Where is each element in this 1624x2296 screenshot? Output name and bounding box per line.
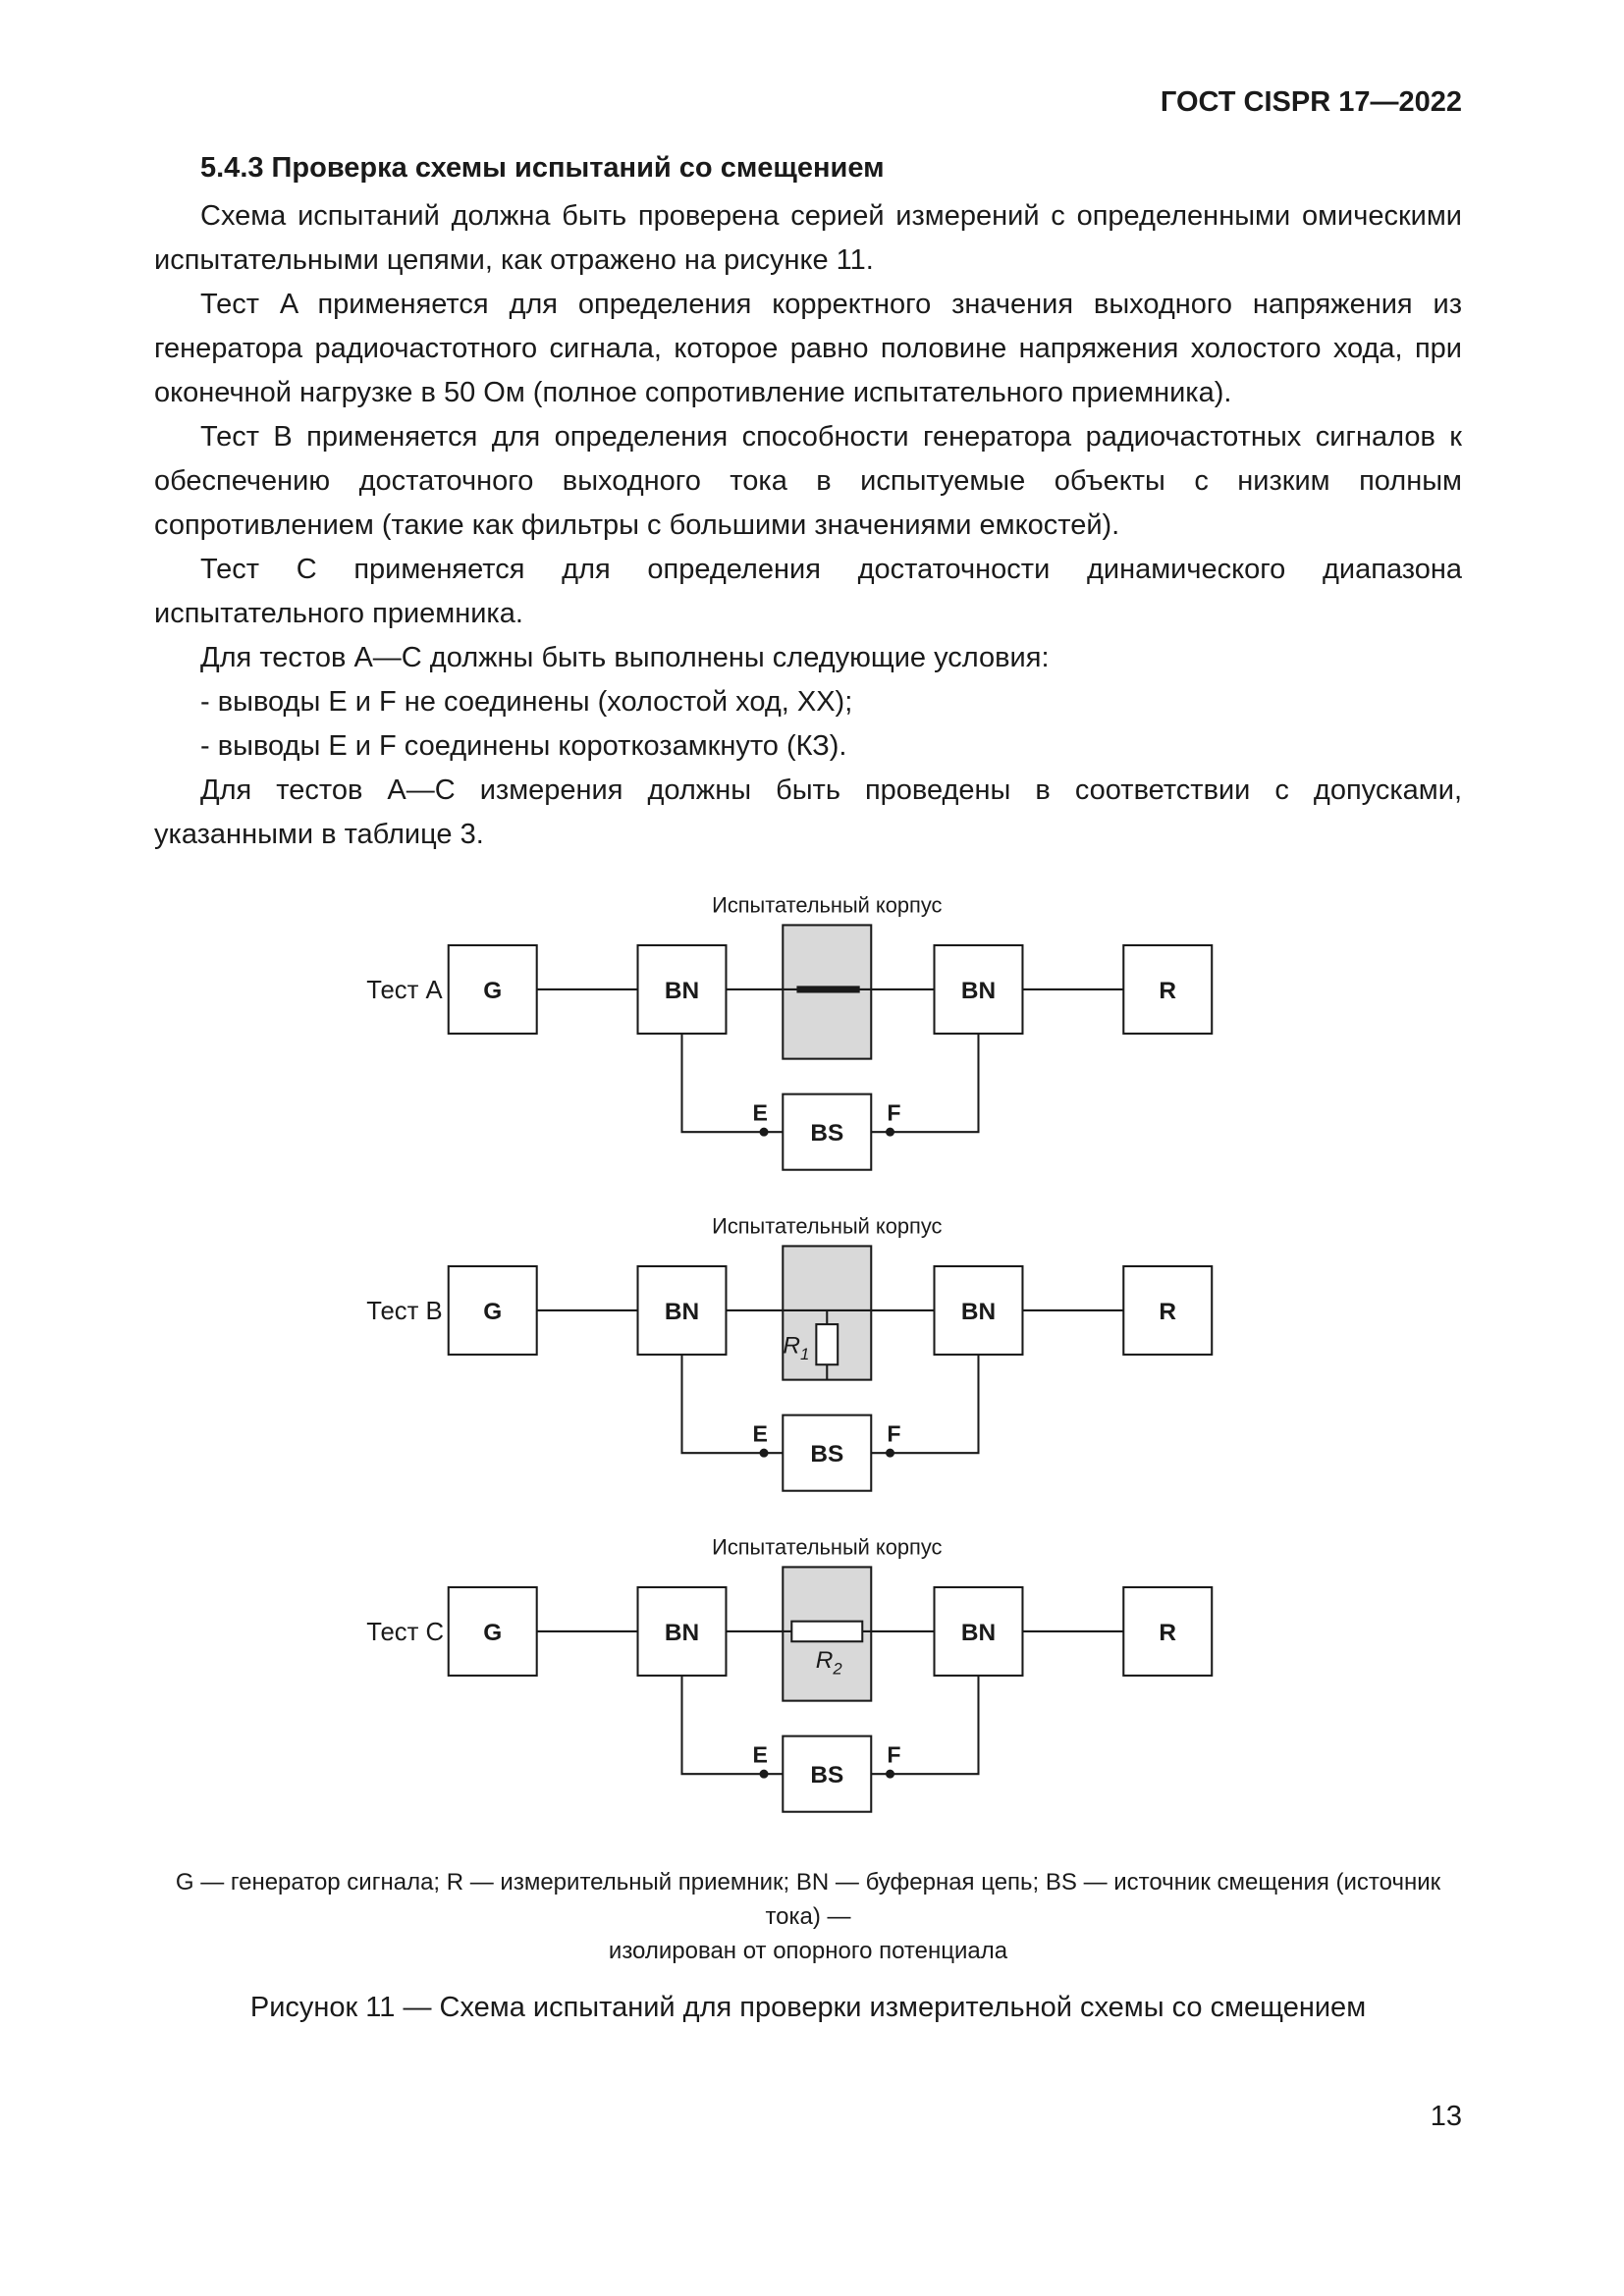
buffer-left-label: BN [664, 1298, 700, 1325]
receiver-label: R [1159, 1619, 1177, 1646]
test-c-diagram [366, 1534, 1250, 1822]
generator-label: G [483, 977, 503, 1004]
bias-source-label: BS [810, 1441, 844, 1468]
bias-source-label: BS [810, 1120, 844, 1148]
test-name: Тест B [366, 1297, 443, 1325]
generator-label: G [483, 1298, 503, 1325]
legend-line: изолирован от опорного потенциала [608, 1938, 1008, 1964]
figure-caption: Рисунок 11 — Схема испытаний для проверки измерительной схемы со смещением [249, 1992, 1367, 2023]
content [154, 152, 1462, 2024]
terminal-f-dot [886, 1770, 894, 1779]
buffer-right-label: BN [960, 1619, 997, 1646]
terminal-e-dot [760, 1128, 769, 1137]
terminal-e-dot [760, 1449, 769, 1458]
paragraph: Тест A применяется для определения корректного значения выходного напряжения из генератора радиочастотного сигнала, которое равно половине напряжения холостого хода, при оконечной нагрузке в 50 Ом (полное сопротивление испытательного приемника). [154, 289, 1462, 408]
legend-line: G — генератор сигнала; R — измерительный приемник; BN — буферная цепь; BS — источник смещения (источник тока) — [175, 1869, 1441, 1930]
test-name: Тест C [366, 1618, 445, 1646]
series-resistor-label: $R_2$ [815, 1647, 842, 1679]
figure-11 [154, 892, 1462, 2024]
buffer-right-label: BN [960, 1298, 997, 1325]
terminal-f-label: F [887, 1099, 901, 1126]
test-body-label: Испытательный корпус [712, 892, 943, 918]
test-name: Тест A [366, 976, 443, 1004]
buffer-right-label: BN [960, 977, 997, 1004]
list-item: - выводы E и F соединены короткозамкнуто (КЗ). [200, 730, 847, 762]
test-body-label: Испытательный корпус [712, 1213, 943, 1239]
receiver-label: R [1159, 977, 1177, 1004]
terminal-f-dot [886, 1449, 894, 1458]
series-resistor [791, 1622, 862, 1642]
page-header: ГОСТ CISPR 17—2022 [1160, 86, 1462, 118]
list-item: - выводы E и F не соединены (холостой ход, ХХ); [200, 686, 853, 718]
paragraph: Для тестов A—C должны быть выполнены следующие условия: [200, 642, 1050, 673]
terminal-f-dot [886, 1128, 894, 1137]
shunt-resistor-label: $R_1$ [783, 1332, 810, 1364]
buffer-left-label: BN [664, 1619, 700, 1646]
paragraph: Тест C применяется для определения достаточности динамического диапазона испытательного приемника. [154, 554, 1462, 629]
paragraph: Тест B применяется для определения способности генератора радиочастотных сигналов к обеспечению достаточного выходного тока в испытуемые объекты с низким полным сопротивлением (такие как фильтры с большими значениями емкостей). [154, 421, 1462, 541]
shunt-resistor [816, 1324, 838, 1364]
test-b-diagram [366, 1213, 1250, 1501]
page-number: 13 [1430, 2101, 1462, 2132]
generator-label: G [483, 1619, 503, 1646]
test-a-diagram [366, 892, 1250, 1180]
terminal-f-label: F [887, 1420, 901, 1447]
paragraph: Для тестов A—C измерения должны быть проведены в соответствии с допусками, указанными в таблице 3. [154, 774, 1462, 850]
bias-source-label: BS [810, 1762, 844, 1789]
terminal-e-dot [760, 1770, 769, 1779]
test-body-label: Испытательный корпус [712, 1534, 943, 1560]
section-heading: 5.4.3 Проверка схемы испытаний со смещением [200, 152, 885, 184]
buffer-left-label: BN [664, 977, 700, 1004]
terminal-e-label: E [752, 1420, 768, 1447]
paragraph: Схема испытаний должна быть проверена серией измерений с определенными омическими испытательными цепями, как отражено на рисунке 11. [154, 200, 1462, 276]
terminal-e-label: E [752, 1741, 768, 1768]
terminal-f-label: F [887, 1741, 901, 1768]
receiver-label: R [1159, 1298, 1177, 1325]
figure-legend [154, 1865, 1462, 1968]
terminal-e-label: E [752, 1099, 768, 1126]
